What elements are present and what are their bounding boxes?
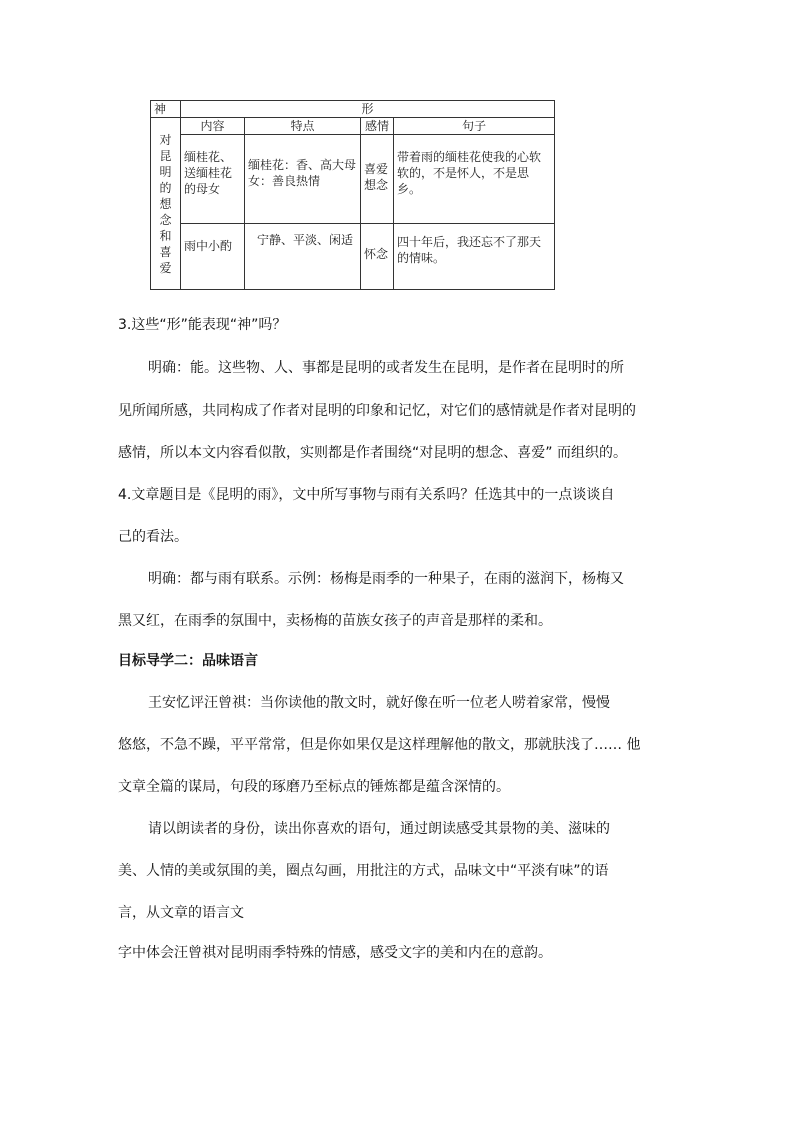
question-4-line-1: 4.文章题目是《昆明的雨》，文中所写事物与雨有关系吗？任选其中的一点谈谈自 — [118, 487, 615, 503]
table-col-sentence: 句子 — [394, 118, 555, 135]
table-cell-sentence: 带着雨的缅桂花使我的心软软的，不是怀人，不是思乡。 — [394, 135, 555, 223]
table-col-content: 内容 — [181, 118, 245, 135]
table-cell-emotion: 怀念 — [361, 223, 394, 289]
table-cell-feature: 缅桂花：香、高大母女：善良热情 — [245, 135, 361, 223]
table-cell-feature: 宁静、平淡、闲适 — [245, 223, 361, 289]
goal-2-heading: 目标导学二：品味语言 — [118, 653, 258, 669]
table-cell-content: 缅桂花、送缅桂花的母女 — [181, 135, 245, 223]
table-shen-value — [151, 118, 181, 290]
answer-3-line-3: 感情，所以本文内容看似散，实则都是作者围绕“对昆明的想念、喜爱” 而组织的。 — [118, 445, 627, 461]
answer-3-line-2: 见所闻所感，共同构成了作者对昆明的印象和记忆，对它们的感情就是作者对昆明的 — [118, 403, 636, 419]
answer-4-line-1: 明确：都与雨有联系。示例：杨梅是雨季的一种果子，在雨的滋润下，杨梅又 — [148, 571, 624, 587]
table-header-shen: 神 — [151, 101, 181, 118]
shen-value-text: 对昆明的想念和喜爱 — [159, 132, 172, 275]
answer-3-line-1: 明确：能。这些物、人、事都是昆明的或者发生在昆明，是作者在昆明时的所 — [148, 360, 624, 376]
table-col-feature: 特点 — [245, 118, 361, 135]
table-cell-sentence: 四十年后，我还忘不了那天的情味。 — [394, 223, 555, 289]
para-1-line-1: 王安忆评汪曾祺：当你读他的散文时，就好像在听一位老人唠着家常，慢慢 — [148, 695, 610, 711]
table-cell-content: 雨中小酌 — [181, 223, 245, 289]
table-row — [151, 223, 555, 289]
question-4-line-2: 己的看法。 — [118, 529, 188, 545]
answer-4-line-2: 黑又红，在雨季的氛围中，卖杨梅的苗族女孩子的声音是那样的柔和。 — [118, 613, 552, 629]
para-1-line-3: 文章全篇的谋局，句段的琢磨乃至标点的锤炼都是蕴含深情的。 — [118, 779, 510, 795]
table-cell-emotion: 喜爱想念 — [361, 135, 394, 223]
para-1-line-2: 悠悠，不急不躁，平平常常，但是你如果仅是这样理解他的散文，那就肤浅了…… 他 — [118, 737, 641, 753]
para-2-line-2: 美、人情的美或氛围的美，圈点勾画，用批注的方式，品味文中“平淡有味”的语 — [118, 863, 609, 879]
form-spirit-table — [150, 100, 555, 290]
para-2-line-3: 言，从文章的语言文 — [118, 905, 244, 921]
question-3: 3.这些“形”能表现“神”吗？ — [118, 317, 287, 333]
para-2-line-4: 字中体会汪曾祺对昆明雨季特殊的情感，感受文字的美和内在的意韵。 — [118, 945, 552, 961]
table-row — [151, 135, 555, 223]
para-2-line-1: 请以朗读者的身份，读出你喜欢的语句，通过朗读感受其景物的美、滋味的 — [148, 821, 610, 837]
table-header-xing: 形 — [181, 101, 555, 118]
table-col-emotion: 感情 — [361, 118, 394, 135]
